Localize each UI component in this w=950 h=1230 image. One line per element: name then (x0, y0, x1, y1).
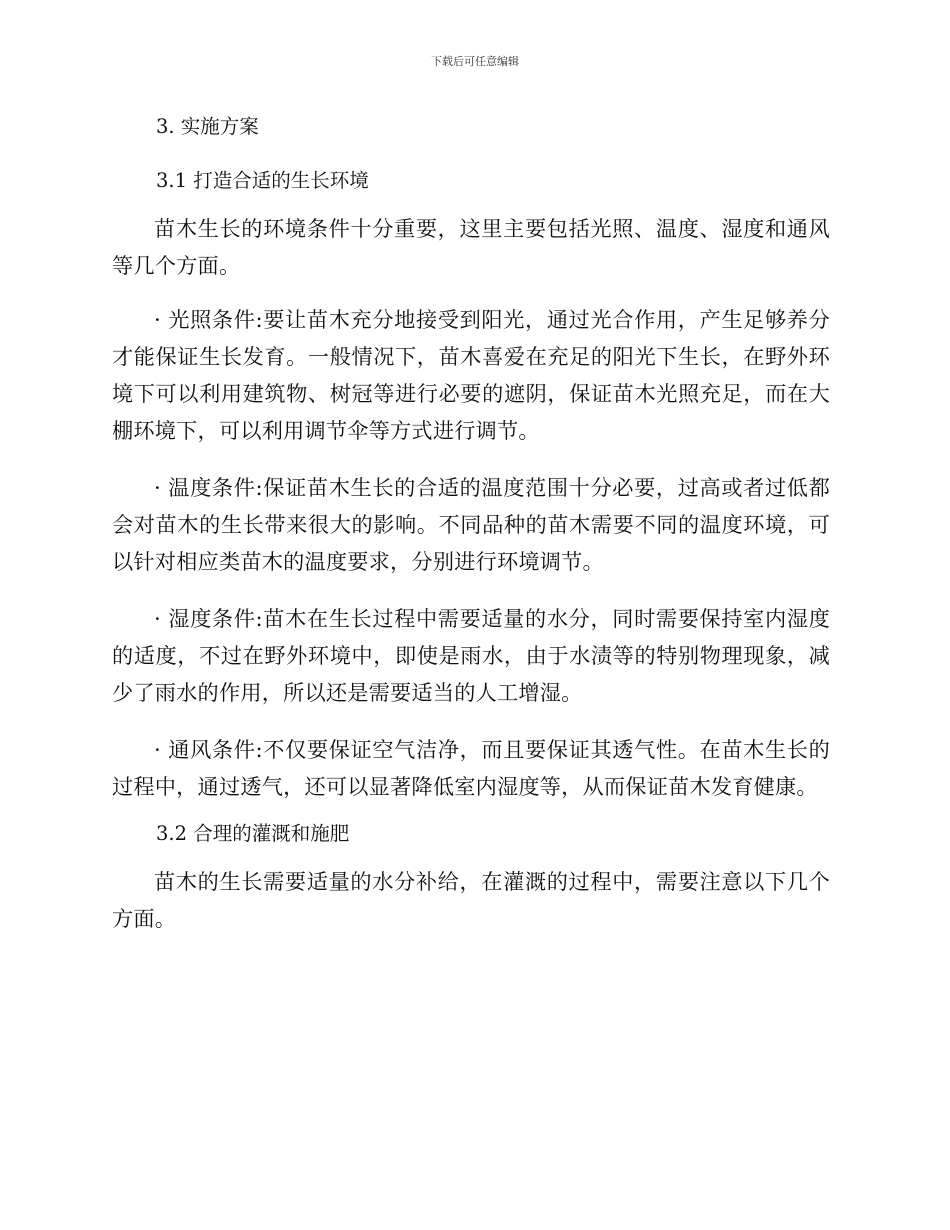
subsection-heading-3-2: 3.2 合理的灌溉和施肥 (156, 822, 350, 845)
paragraph-temperature-condition: · 温度条件:保证苗木生长的合适的温度范围十分必要，过高或者过低都会对苗木的生长带来很大的影响。不同品种的苗木需要不同的温度环境，可以针对相应类苗木的温度要求，分别进行环境调节。 (112, 475, 830, 574)
paragraph-light-condition: · 光照条件:要让苗木充分地接受到阳光，通过光合作用，产生足够养分才能保证生长发育。一般情况下，苗木喜爱在充足的阳光下生长，在野外环境下可以利用建筑物、树冠等进行必要的遮阴，保证苗木光照充足，而在大棚环境下，可以利用调节伞等方式进行调节。 (112, 307, 830, 443)
paragraph-ventilation-condition: · 通风条件:不仅要保证空气洁净，而且要保证其透气性。在苗木生长的过程中，通过透气，还可以显著降低室内湿度等，从而保证苗木发育健康。 (112, 737, 830, 799)
document-body (112, 112, 830, 937)
paragraph-humidity-condition: · 湿度条件:苗木在生长过程中需要适量的水分，同时需要保持室内湿度的适度，不过在野外环境中，即使是雨水，由于水渍等的特别物理现象，减少了雨水的作用，所以还是需要适当的人工增湿。 (112, 606, 830, 705)
subsection-heading-3-1: 3.1 打造合适的生长环境 (156, 169, 369, 192)
paragraph-environment-intro: 苗木生长的环境条件十分重要，这里主要包括光照、温度、湿度和通风等几个方面。 (112, 216, 830, 278)
paragraph-irrigation-intro: 苗木的生长需要适量的水分补给，在灌溉的过程中，需要注意以下几个方面。 (112, 869, 830, 931)
section-heading: 3. 实施方案 (156, 115, 259, 138)
page-header-note: 下载后可任意编辑 (431, 55, 519, 68)
